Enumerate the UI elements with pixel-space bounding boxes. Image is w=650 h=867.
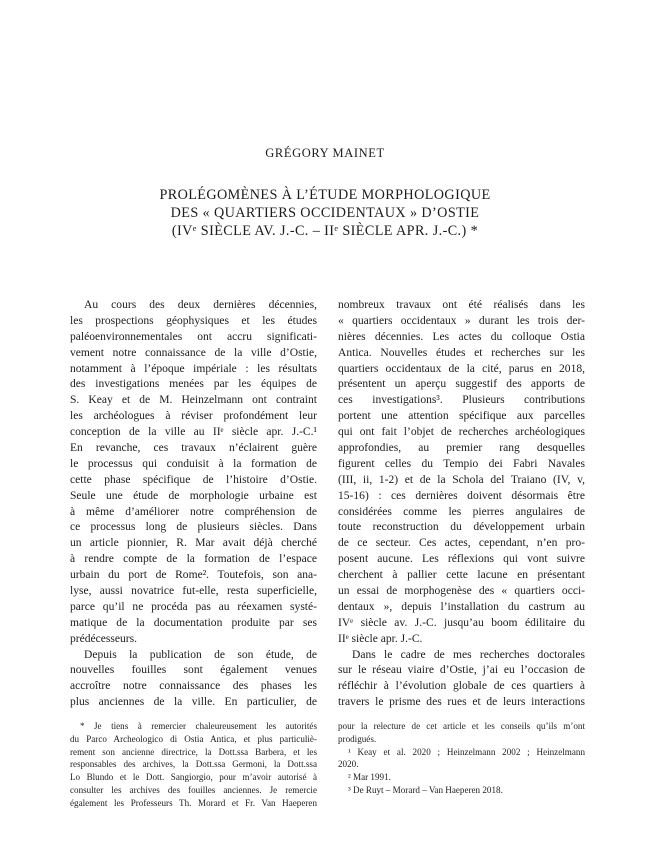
footnote-line: * Je tiens à remercier chaleureusement les autorités (80, 721, 317, 731)
text-line: portent une attention spécifique aux parcelles (338, 410, 585, 423)
footnote-line: prodigués. (338, 733, 377, 744)
text-line: les prospections géophysiques et les études (70, 314, 317, 327)
footnotes-left (70, 720, 317, 810)
footnote-line: du Parco Archeologico di Ostia Antica, et plus particuliè- (70, 733, 317, 744)
text-line: un article pionnier, R. Mar avait déjà cherché (70, 537, 317, 550)
text-line: cette phase spécifique de l’histoire d’Ostie. (70, 473, 317, 486)
text-line: présentent un aperçu suggestif des apports de (338, 378, 585, 391)
text-line: 15-16) : ces dernières doivent désormais être (338, 489, 585, 502)
text-line: « quartiers occidentaux » durant les trois der- (338, 314, 585, 327)
text-line: des investigations menées par les équipes de (70, 378, 317, 391)
text-line: Depuis la publication de son étude, de (84, 648, 317, 661)
text-line: posent aucune. Les réflexions qui vont suivre (338, 553, 585, 566)
text-line: Antica. Nouvelles études et recherches sur les (338, 346, 585, 359)
title-line: (IVᵉ SIÈCLE AV. J.-C. – IIᵉ SIÈCLE APR. J.-C.) * (171, 223, 479, 239)
footnote-line: pour la relecture de cet article et les conseils qu’ils m’ont (338, 721, 585, 731)
text-line: nières décennies. Les actes du colloque Ostia (338, 330, 585, 343)
footnote-line: responsables des archives, la Dott.ssa Germoni, la Dott.ssa (70, 759, 317, 770)
footnote-line: ² Mar 1991. (348, 772, 391, 783)
text-line: plus anciennes de la ville. En particulier, de (70, 696, 317, 709)
text-line: parce qu’il ne procéda pas au réexamen systé- (70, 600, 317, 613)
text-line: réfléchir à l’évolution globale de ces quartiers à (338, 680, 585, 693)
text-line: matique de la documentation produite par ses (70, 616, 317, 629)
footnote-line: ³ De Ruyt – Morard – Van Haeperen 2018. (348, 784, 503, 795)
text-line: toute reconstruction du développement urbain (338, 521, 585, 534)
text-line: figurent celles du Tempio dei Fabri Navales (338, 457, 585, 470)
text-line: urbain du port de Rome². Toutefois, son ana- (70, 569, 317, 582)
body-column-left (70, 298, 317, 711)
text-line: Au cours des deux dernières décennies, (84, 299, 317, 311)
body-column-right (338, 298, 585, 711)
text-line: S. Keay et de M. Heinzelmann ont contraint (70, 394, 317, 407)
text-line: cherchent à pallier cette lacune en présentant (338, 569, 585, 582)
footnote-line: consulter les archives des fouilles anciennes. Je remercie (70, 784, 317, 795)
title-line: PROLÉGOMÈNES À L’ÉTUDE MORPHOLOGIQUE (159, 187, 491, 203)
text-line: Seule une étude de morphologie urbaine est (70, 489, 317, 502)
text-line: qui ont fait l’objet de recherches archéologiques (338, 426, 585, 439)
text-line: travers le prisme des rues et de leurs interactions (338, 696, 585, 709)
text-line: vement notre connaissance de la ville d’Ostie, (70, 346, 317, 359)
text-line: sur le réseau viaire d’Ostie, j’ai eu l’occasion de (338, 664, 585, 677)
article-title (60, 186, 590, 240)
text-line: ce processus long de plusieurs siècles. Dans (70, 521, 317, 534)
text-line: IVᵉ siècle av. J.-C. jusqu’au boom édilitaire du (338, 616, 585, 629)
text-line: dentaux », depuis l’installation du castrum au (338, 600, 585, 613)
text-line: quartiers occidentaux de la cité, parus en 2018, (338, 362, 585, 375)
footnote-line: ¹ Keay et al. 2020 ; Heinzelmann 2002 ; Heinzelmann (348, 746, 585, 757)
text-line: de ce secteur. Ces actes, cependant, n’en pro- (338, 537, 585, 550)
text-line: conception de la ville au IIᵉ siècle apr. J.-C.¹ (70, 426, 317, 439)
text-line: à même d’améliorer notre compréhension de (70, 505, 317, 518)
text-line: En revanche, ces travaux n’éclairent guère (70, 442, 317, 455)
text-line: (III, ii, 1-2) et de la Schola del Traiano (IV, v, (338, 473, 585, 486)
footnote-line: 2020. (338, 759, 359, 770)
text-line: paléoenvironnementales ont accru significati- (70, 330, 317, 343)
text-line: Dans le cadre de mes recherches doctorales (352, 648, 585, 661)
text-line: IIᵉ siècle apr. J.-C. (338, 632, 423, 645)
text-line: notamment à l’époque impériale : les résultats (70, 362, 317, 375)
text-line: prédécesseurs. (70, 632, 138, 645)
text-line: considérées comme les pierres angulaires de (338, 505, 585, 518)
footnote-line: Lo Blundo et le Dott. Sangiorgio, pour m’avoir autorisé à (70, 772, 317, 783)
text-line: à rendre compte de la formation de l’espace (70, 553, 317, 566)
text-line: nombreux travaux ont été réalisés dans les (338, 299, 585, 311)
text-line: les archéologues à réviser profondément leur (70, 410, 317, 423)
author-name: GRÉGORY MAINET (265, 146, 385, 160)
text-line: ces investigations³. Plusieurs contributions (338, 394, 585, 407)
text-line: nouvelles fouilles sont également venues (70, 664, 317, 677)
footnote-line: rement son ancienne directrice, la Dott.ssa Barbera, et les (70, 746, 317, 757)
text-line: un essai de morphogenèse des « quartiers occi- (338, 585, 585, 598)
text-line: le processus qui conduisit à la formation de (70, 457, 317, 470)
title-line: DES « QUARTIERS OCCIDENTAUX » D’OSTIE (170, 205, 480, 221)
text-line: lyse, aussi novatrice fut-elle, resta superficielle, (70, 585, 317, 598)
footnotes-right (338, 720, 585, 797)
text-line: accroître notre connaissance des phases les (70, 680, 317, 693)
footnote-line: également les Professeurs Th. Morard et Fr. Van Haeperen (70, 797, 317, 808)
text-line: approfondies, au premier rang desquelles (338, 442, 585, 455)
